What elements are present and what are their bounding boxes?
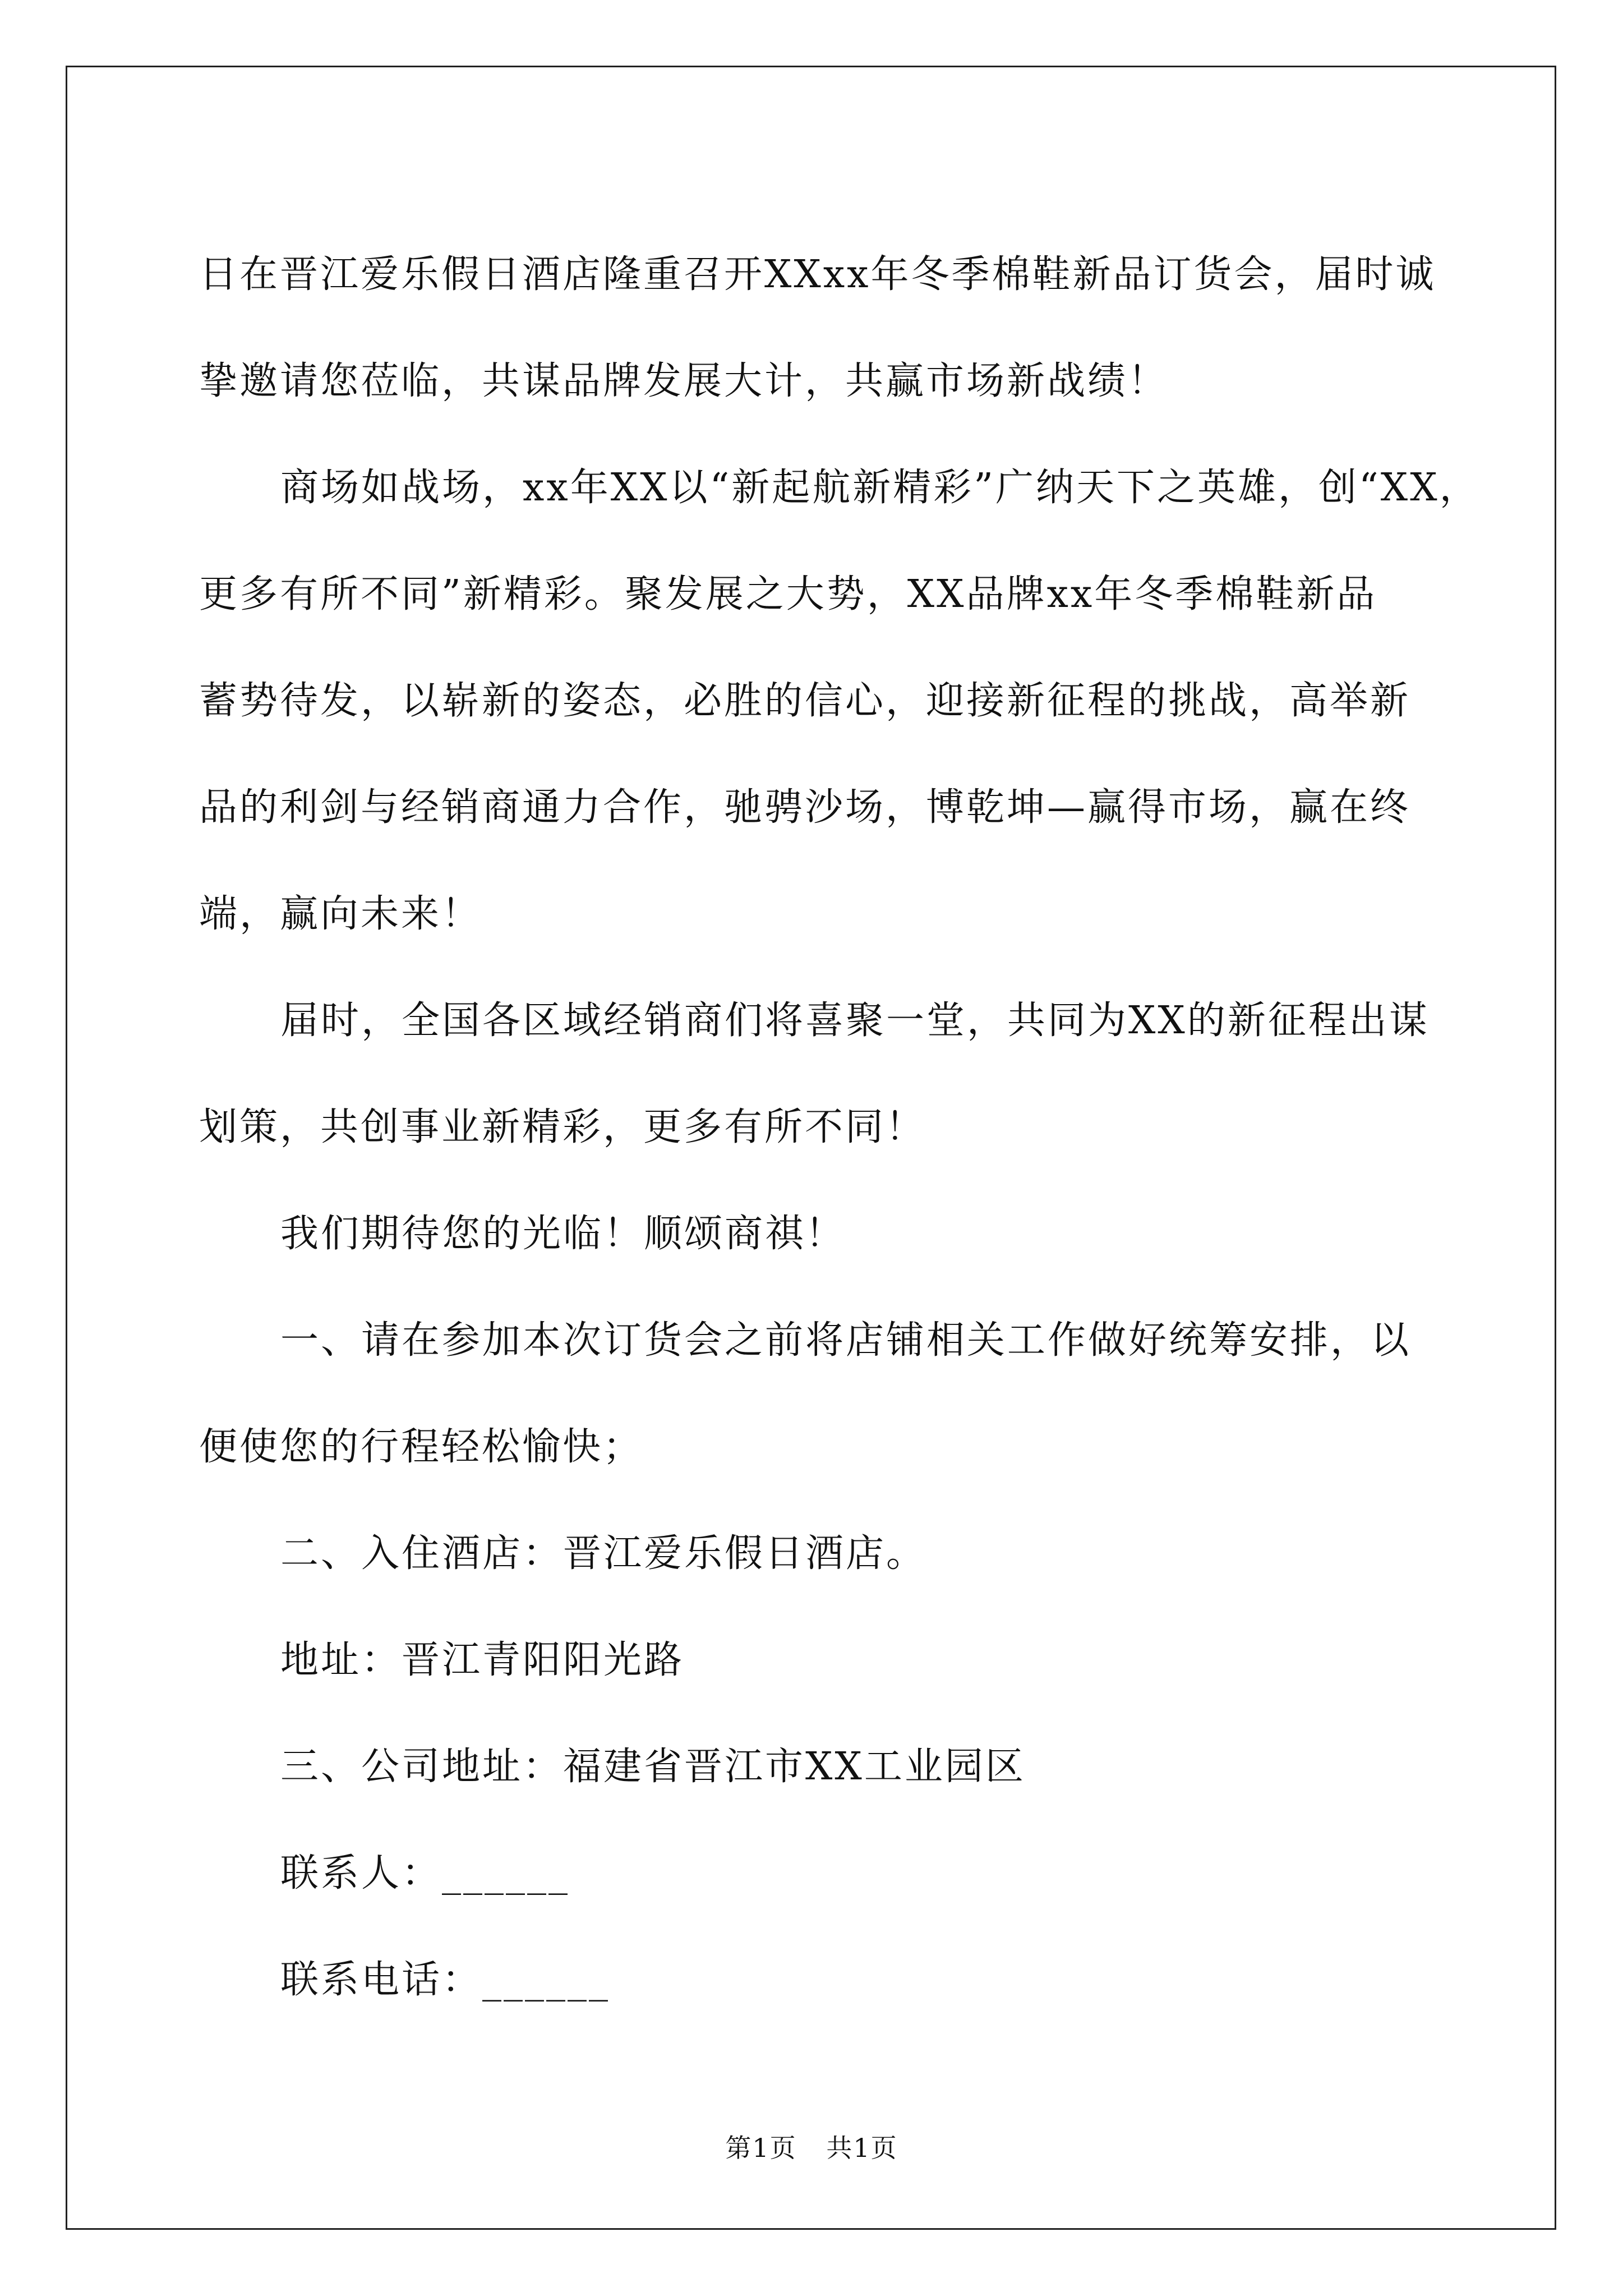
text-line-8: 届时，全国各区域经销商们将喜聚一堂，共同为XX的新征程出谋	[280, 999, 1430, 1043]
text-line-12: 便使您的行程轻松愉快；	[199, 1425, 644, 1469]
text-line-14: 地址：晋江青阳阳光路	[280, 1638, 685, 1682]
text-line-15: 三、公司地址：福建省晋江市XX工业园区	[280, 1745, 1026, 1789]
page-number-current: 第1页	[725, 2133, 797, 2163]
text-line-4: 更多有所不同”新精彩。聚发展之大势，XX品牌xx年冬季棉鞋新品	[199, 572, 1377, 616]
text-line-11: 一、请在参加本次订货会之前将店铺相关工作做好统筹安排，以	[280, 1318, 1412, 1363]
text-line-5: 蓄势待发，以崭新的姿态，必胜的信心，迎接新征程的挑战，高举新	[199, 679, 1411, 723]
text-line-3: 商场如战场，xx年XX以“新起航新精彩”广纳天下之英雄，创“XX，	[280, 466, 1480, 510]
text-line-10: 我们期待您的光临！顺颂商祺！	[280, 1212, 846, 1256]
text-line-6: 品的利剑与经销商通力合作，驰骋沙场，博乾坤—赢得市场，赢在终	[199, 785, 1411, 830]
text-line-1: 日在晋江爱乐假日酒店隆重召开XXxx年冬季棉鞋新品订货会，届时诚	[199, 252, 1436, 297]
text-line-13: 二、入住酒店：晋江爱乐假日酒店。	[280, 1531, 927, 1576]
contact-person-line: 联系人：______	[280, 1851, 570, 1895]
page-footer	[0, 2128, 1623, 2165]
text-line-9: 划策，共创事业新精彩，更多有所不同！	[199, 1105, 926, 1149]
contact-phone-line: 联系电话：______	[280, 1958, 611, 2002]
text-line-2: 挚邀请您莅临，共谋品牌发展大计，共赢市场新战绩！	[199, 359, 1169, 403]
text-line-7: 端，赢向未来！	[199, 892, 482, 936]
page-number-total: 共1页	[826, 2133, 898, 2163]
document-body	[199, 222, 1480, 2033]
